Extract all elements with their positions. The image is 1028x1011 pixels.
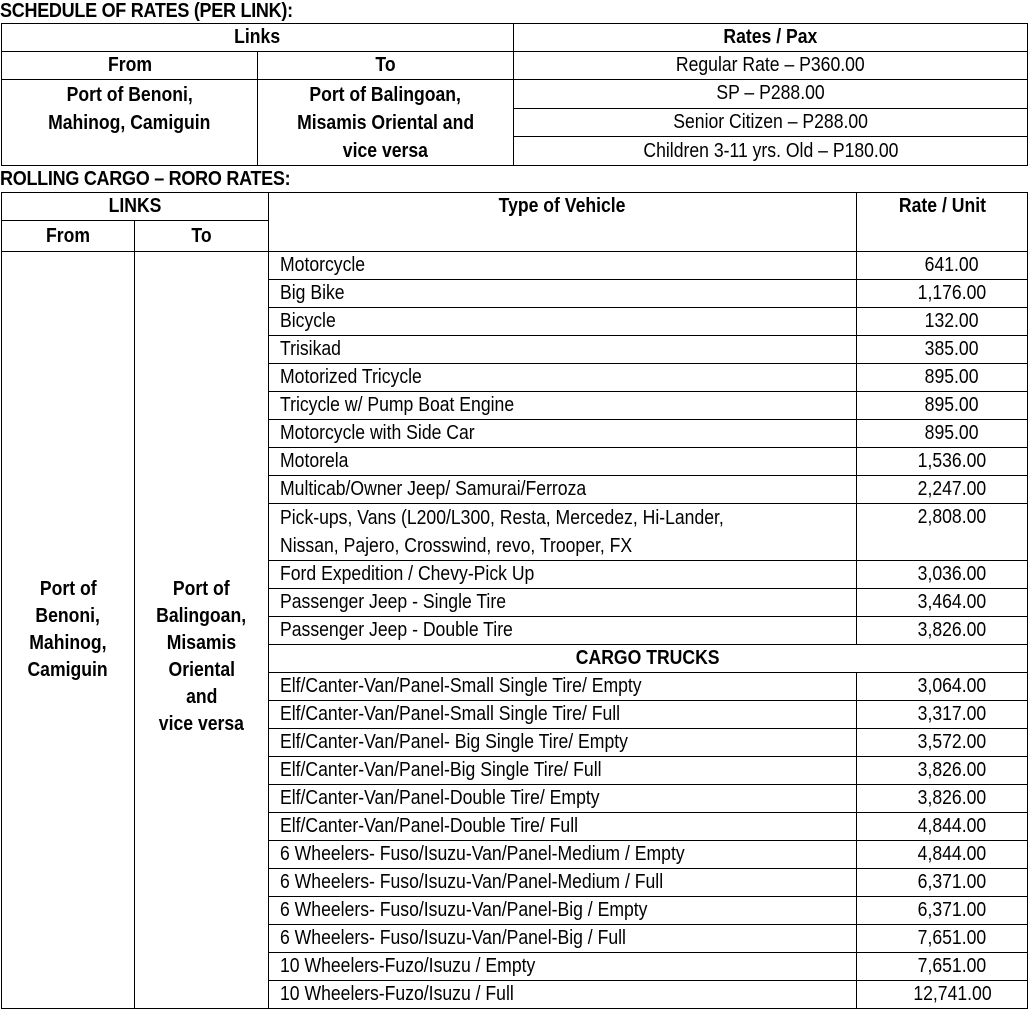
vehicle-type-cell: 6 Wheelers- Fuso/Isuzu-Van/Panel-Big / Full <box>269 925 857 953</box>
vehicle-type-cell: 6 Wheelers- Fuso/Isuzu-Van/Panel-Medium / Full <box>269 869 857 897</box>
links-header: Links <box>2 24 514 52</box>
rate-cell: 12,741.00 <box>857 981 1028 1009</box>
rate-cell: 132.00 <box>857 308 1028 336</box>
rate-cell: 1,176.00 <box>857 280 1028 308</box>
vehicle-type-header: Type of Vehicle <box>269 193 857 252</box>
vehicle-type-cell: Elf/Canter-Van/Panel-Small Single Tire/ Empty <box>269 673 857 701</box>
vehicle-type-cell: Motorized Tricycle <box>269 364 857 392</box>
vehicle-type-cell: 10 Wheelers-Fuzo/Isuzu / Full <box>269 981 857 1009</box>
vehicle-type-cell: Elf/Canter-Van/Panel-Small Single Tire/ Full <box>269 701 857 729</box>
rate-cell: 4,844.00 <box>857 841 1028 869</box>
rate-cell: 3,826.00 <box>857 617 1028 645</box>
rate-cell: 2,247.00 <box>857 476 1028 504</box>
vehicle-type-cell: 10 Wheelers-Fuzo/Isuzu / Empty <box>269 953 857 981</box>
vehicle-type-cell: Big Bike <box>269 280 857 308</box>
rate-cell: Senior Citizen – P288.00 <box>514 108 1028 137</box>
passenger-rates-title: SCHEDULE OF RATES (PER LINK): <box>0 0 293 22</box>
vehicle-type-cell: Motorela <box>269 448 857 476</box>
to-port-cell: Port of Balingoan, Misamis Oriental and vice versa <box>258 80 514 166</box>
vehicle-type-cell: Elf/Canter-Van/Panel-Double Tire/ Empty <box>269 785 857 813</box>
rate-cell: Children 3-11 yrs. Old – P180.00 <box>514 137 1028 166</box>
rate-cell: SP – P288.00 <box>514 80 1028 109</box>
rate-cell: 2,808.00 <box>857 504 1028 561</box>
cargo-trucks-header: CARGO TRUCKS <box>269 645 1028 673</box>
rate-cell: 6,371.00 <box>857 897 1028 925</box>
rate-cell: 3,317.00 <box>857 701 1028 729</box>
vehicle-type-cell: Elf/Canter-Van/Panel-Double Tire/ Full <box>269 813 857 841</box>
rate-cell: 7,651.00 <box>857 953 1028 981</box>
vehicle-type-cell: Ford Expedition / Chevy-Pick Up <box>269 561 857 589</box>
rate-cell: 3,036.00 <box>857 561 1028 589</box>
vehicle-type-cell: Multicab/Owner Jeep/ Samurai/Ferroza <box>269 476 857 504</box>
vehicle-type-cell: Pick-ups, Vans (L200/L300, Resta, Mercedez, Hi-Lander, Nissan, Pajero, Crosswind, revo, Trooper, FX <box>269 504 857 561</box>
rate-cell: 3,826.00 <box>857 785 1028 813</box>
rate-cell: 1,536.00 <box>857 448 1028 476</box>
roro-rates-table <box>1 192 1028 1009</box>
rate-cell: 895.00 <box>857 420 1028 448</box>
rate-cell: 895.00 <box>857 364 1028 392</box>
vehicle-type-cell: Motorcycle <box>269 252 857 280</box>
vehicle-type-cell: 6 Wheelers- Fuso/Isuzu-Van/Panel-Big / Empty <box>269 897 857 925</box>
from-port-cell: Port of Benoni, Mahinog, Camiguin <box>2 80 258 166</box>
rate-cell: Regular Rate – P360.00 <box>514 52 1028 80</box>
from-port-cell: Port of Benoni, Mahinog, Camiguin <box>2 252 135 1009</box>
rate-cell: 6,371.00 <box>857 869 1028 897</box>
vehicle-type-cell: Motorcycle with Side Car <box>269 420 857 448</box>
rate-cell: 3,826.00 <box>857 757 1028 785</box>
to-port-cell: Port of Balingoan, Misamis Oriental and vice versa <box>135 252 269 1009</box>
rate-cell: 3,064.00 <box>857 673 1028 701</box>
rate-cell: 3,572.00 <box>857 729 1028 757</box>
links-header: LINKS <box>2 193 269 221</box>
rate-cell: 3,464.00 <box>857 589 1028 617</box>
vehicle-type-cell: 6 Wheelers- Fuso/Isuzu-Van/Panel-Medium / Empty <box>269 841 857 869</box>
vehicle-type-cell: Tricycle w/ Pump Boat Engine <box>269 392 857 420</box>
vehicle-type-cell: Trisikad <box>269 336 857 364</box>
rate-cell: 641.00 <box>857 252 1028 280</box>
rate-cell: 895.00 <box>857 392 1028 420</box>
from-header: From <box>2 52 258 80</box>
passenger-rates-table <box>1 23 1028 166</box>
vehicle-type-cell: Passenger Jeep - Single Tire <box>269 589 857 617</box>
vehicle-type-cell: Elf/Canter-Van/Panel-Big Single Tire/ Full <box>269 757 857 785</box>
from-header: From <box>2 221 135 252</box>
rate-cell: 7,651.00 <box>857 925 1028 953</box>
rate-cell: 4,844.00 <box>857 813 1028 841</box>
roro-rates-title: ROLLING CARGO – RORO RATES: <box>0 168 291 190</box>
rate-unit-header: Rate / Unit <box>857 193 1028 252</box>
vehicle-type-cell: Passenger Jeep - Double Tire <box>269 617 857 645</box>
vehicle-type-cell: Elf/Canter-Van/Panel- Big Single Tire/ Empty <box>269 729 857 757</box>
to-header: To <box>258 52 514 80</box>
rate-cell: 385.00 <box>857 336 1028 364</box>
vehicle-type-cell: Bicycle <box>269 308 857 336</box>
rates-pax-header: Rates / Pax <box>514 24 1028 52</box>
to-header: To <box>135 221 269 252</box>
